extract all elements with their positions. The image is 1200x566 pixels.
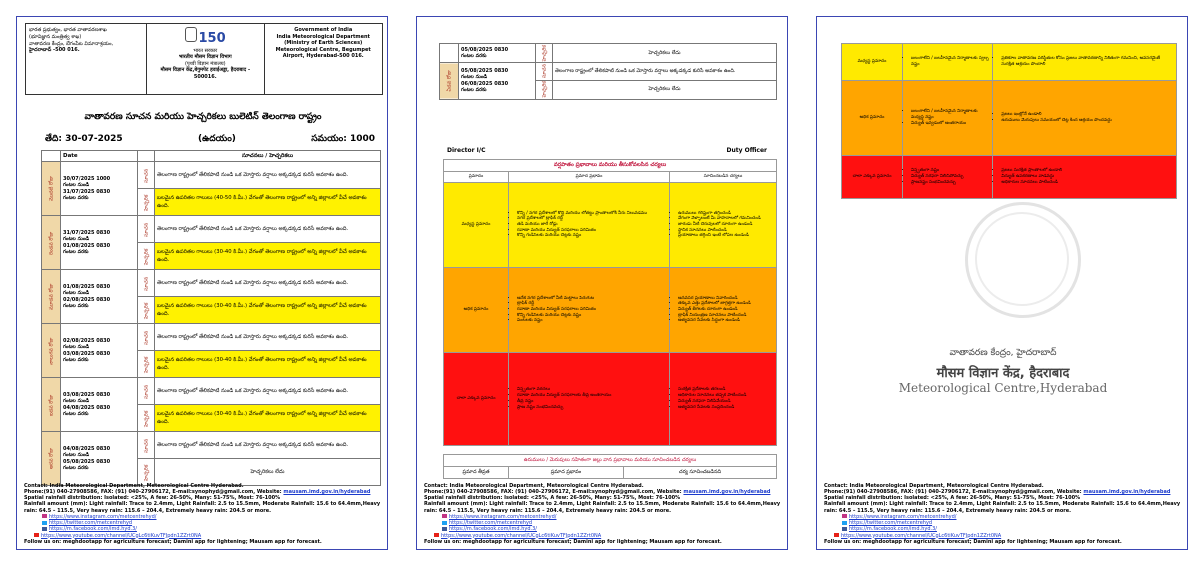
row-type-label: హెచ్చరిక xyxy=(138,189,155,216)
row-type-label: హెచ్చరిక xyxy=(138,405,155,432)
risk-actions xyxy=(670,182,777,267)
effect-item: • విస్తృతంగా వరదలు xyxy=(517,387,667,393)
header-notes: సూచనలు / హెచ్చరికలు xyxy=(155,151,381,162)
facebook-link[interactable]: https://m.facebook.com/imd.hyd.3/ xyxy=(849,526,937,533)
mc-name-hindi: मौसम विज्ञान केंद्र, हैदराबाद xyxy=(936,366,1070,381)
effect-item: • విస్తృతంగా నష్టం xyxy=(911,168,990,174)
forecast-row xyxy=(42,270,381,297)
letterhead xyxy=(25,23,383,95)
twitter-icon xyxy=(842,521,847,525)
youtube-icon xyxy=(434,533,439,537)
signatures xyxy=(447,147,767,154)
row-type-label: సూచన xyxy=(138,270,155,297)
warning-text: బలమైన ఉపరితల గాలులు (30-40 కి.మీ.) వేగంతో తెలంగాణ రాష్ట్రంలో అన్ని జిల్లాలలో వీచే అవకాశం ఉంది. xyxy=(155,297,381,324)
thunder-impact-table-continued xyxy=(841,43,1177,199)
impact-header: ప్రమాదం xyxy=(444,172,509,183)
impact-row xyxy=(444,352,777,445)
day-label: ఐదవ రోజు xyxy=(42,378,61,432)
national-emblem-icon xyxy=(185,27,197,42)
row-type-label: సూచన xyxy=(536,63,553,80)
mc-name-telugu: వాతావరణ కేంద్రం, హైదరాబాద్ xyxy=(949,348,1057,358)
instagram-icon xyxy=(842,514,847,518)
action-item: • స్థానిక సూచనలు పాటించండి xyxy=(678,228,774,234)
effect-item: • ప్రాణ నష్టం సంభవించవచ్చు xyxy=(517,405,667,411)
facebook-icon xyxy=(442,527,447,531)
footer-website-link[interactable]: mausam.imd.gov.in/hyderabad xyxy=(283,488,371,495)
action-item: • సురక్షిత ప్రదేశాలకు తరలండి xyxy=(678,387,774,393)
row-type-label: హెచ్చరిక xyxy=(138,297,155,324)
day-label: నాలుగవ రోజు xyxy=(42,324,61,378)
letterhead-line: मौसम विज्ञान केंद्र,बेगुमपेट हवाईअड्डा, हैदराबाद - 500016. xyxy=(160,67,251,80)
actions-list xyxy=(672,387,774,410)
actions-list xyxy=(995,112,1174,123)
effects-list xyxy=(511,296,667,325)
day-label: మొదటి రోజు xyxy=(42,162,61,216)
footer xyxy=(824,483,1182,546)
instagram-icon xyxy=(442,514,447,518)
row-type-label: సూచన xyxy=(138,162,155,189)
youtube-icon xyxy=(34,533,39,537)
date-cell: 04/08/2025 0830 గంటల నుండి 05/08/2025 0830 గంటల వరకు xyxy=(61,432,138,486)
header-type-cell xyxy=(138,151,155,162)
footer-website-label: Website: xyxy=(1056,488,1082,495)
mc-name-english: Meteorological Centre,Hyderabad xyxy=(898,381,1108,395)
forecast-table xyxy=(41,150,381,486)
effects-list xyxy=(511,387,667,410)
footer xyxy=(424,483,782,546)
letterhead-line: Meteorological Centre, Begumpet xyxy=(275,46,371,53)
effect-item: • ట్రాఫిక్ రద్దీ xyxy=(517,301,667,307)
action-item: • తక్కువ ఎత్తు ప్రదేశాలలో జాగ్రత్తగా ఉండండి xyxy=(678,301,774,307)
forecast-text: తెలంగాణ రాష్ట్రంలో తేలికపాటి నుండి ఒక మోస్తారు వర్షాలు అక్కడక్కడ కురిసే అవకాశం ఉంది. xyxy=(155,162,381,189)
actions-list xyxy=(995,56,1174,67)
footer-phone: Phone:(91) 040-27908586, FAX: (91) 040-27906172, E-mail:synophyd@gmail.com, xyxy=(424,488,656,495)
risk-level: మధ్యస్థ ప్రమాదం xyxy=(444,182,509,267)
footer-website-link[interactable]: mausam.imd.gov.in/hyderabad xyxy=(683,488,771,495)
row-type-label: సూచన xyxy=(138,216,155,243)
footer-rainfall: Rainfall amount (mm): Light rainfall: Trace to 2.4mm, Light Rainfall: 2.5 to 15.5mm, Moderate Rainfall: 15.6 to 64.4mm,Heavy rain: 64.5 – 115.5, Very heavy rain: 115.6 – 204.4, Extremely heavy rain: 204.5 or more. xyxy=(824,501,1181,514)
rainfall-impact-table xyxy=(443,159,777,446)
action-item: • ఉరుములు మెరుపులు సమయంలో చెట్ల కింద ఆశ్రయం పొందవద్దు xyxy=(1001,118,1174,124)
imd-150-logo: 150 xyxy=(198,31,226,46)
row-type-label: హెచ్చరిక xyxy=(138,243,155,270)
row-type-label: సూచన xyxy=(138,324,155,351)
forecast-row xyxy=(42,432,381,459)
letterhead-line: भारत सरकार xyxy=(193,47,218,54)
risk-level: అధిక ప్రమాదం xyxy=(444,267,509,352)
twitter-icon xyxy=(42,521,47,525)
youtube-link[interactable]: https://www.youtube.com/channel/UCgLc6tiKuvTFJpdn1ZZrt0NA xyxy=(841,532,1002,539)
effect-item: • ప్రాణనష్టం సంభవించవచ్చు xyxy=(911,180,990,186)
instagram-link[interactable]: https://www.instagram.com/metcentrehyd/ xyxy=(49,513,157,520)
youtube-link[interactable]: https://www.youtube.com/channel/UCgLc6tiKuvTFJpdn1ZZrt0NA xyxy=(41,532,202,539)
footer xyxy=(24,483,382,546)
thunder-header: ప్రమాద ప్రభావం xyxy=(509,467,624,479)
duty-officer-label: Duty Officer xyxy=(726,147,767,154)
impact-header: సూచించబడిన చర్యలు xyxy=(670,172,777,183)
footer-contact: Contact: India Meteorological Department, Meteorological Centre Hyderabad. xyxy=(824,482,1044,489)
action-item: • విద్యుత్ సరఫరా నిలిపివేయండి xyxy=(678,399,774,405)
facebook-link[interactable]: https://m.facebook.com/imd.hyd.3/ xyxy=(449,526,537,533)
actions-list xyxy=(672,211,774,240)
twitter-icon xyxy=(442,521,447,525)
forecast-row xyxy=(42,324,381,351)
risk-level: అధిక ప్రమాదం xyxy=(842,81,903,156)
risk-level: చాలా ఎక్కువ ప్రమాదం xyxy=(444,352,509,445)
effect-item: • బలంగాలేని / బలహీనమైన నిర్మాణాలకు మధ్యస్థ నష్టం xyxy=(911,109,990,120)
row-type-label: సూచన xyxy=(138,378,155,405)
action-item: • జారుడు నీటి చెరువులలో దూరంగా ఉండండి xyxy=(678,222,774,228)
impact-header: ప్రమాద ప్రభావం xyxy=(509,172,670,183)
footer-rainfall: Rainfall amount (mm): Light rainfall: Trace to 2.4mm, Light Rainfall: 2.5 to 15.5mm, Moderate Rainfall: 15.6 to 64.4mm,Heavy rain: 64.5 – 115.5, Very heavy rain: 115.6 – 204.4, Extremely heavy rain: 204.5 or more. xyxy=(24,501,381,514)
bulletin-time: సమయం: 1000 xyxy=(311,134,375,144)
forecast-text: హెచ్చరికలు లేదు xyxy=(553,44,777,63)
day-cell-empty xyxy=(440,44,459,63)
effect-item: • రవాణా మరియు విద్యుత్ సరఫరాలకు తీవ్ర అంతరాయం xyxy=(517,393,667,399)
action-item: • విద్యుత్ ఉపకరణాలు వాడవద్దు xyxy=(1001,174,1174,180)
warning-text: బలమైన ఉపరితల గాలులు (30-40 కి.మీ.) వేగంతో తెలంగాణ రాష్ట్రంలో అన్ని జిల్లాలలో వీచే అవకాశం ఉంది. xyxy=(155,405,381,432)
letterhead-line: హైదరాబాద్ -500 016. xyxy=(29,47,80,54)
forecast-text: తెలంగాణ రాష్ట్రంలో తేలికపాటి నుండి ఒక మోస్తారు వర్షాలు అక్కడక్కడ కురిసే అవకాశం ఉంది. xyxy=(155,216,381,243)
header-day-cell xyxy=(42,151,61,162)
twitter-link[interactable]: https://twitter.com/metcentrehyd xyxy=(49,520,133,526)
youtube-link[interactable]: https://www.youtube.com/channel/UCgLc6tiKuvTFJpdn1ZZrt0NA xyxy=(441,532,602,539)
effect-item: • విద్యుత్ సరఫరా నిలిచిపోవచ్చు xyxy=(911,174,990,180)
thunder-row xyxy=(842,156,1177,199)
footer-rainfall: Rainfall amount (mm): Light rainfall: Trace to 2.4mm, Light Rainfall: 2.5 to 15.5mm, Moderate Rainfall: 15.6 to 64.4mm,Heavy rain: 64.5 – 115.5, Very heavy rain: 115.6 – 204.4, Extremely heavy rain: 204.5 or more. xyxy=(424,501,781,514)
instagram-link[interactable]: https://www.instagram.com/metcentrehyd/ xyxy=(849,513,957,520)
effect-item: • కొన్ని గుడిసెలకు మరియు చెట్లకు నష్టం xyxy=(517,313,667,319)
date-cell: 02/08/2025 0830 గంటల నుండి 03/08/2025 0830 గంటల వరకు xyxy=(61,324,138,378)
bulletin-date: తేది: 30-07-2025 xyxy=(45,134,123,144)
effect-item: • తడి మరియు జారే రోడ్లు xyxy=(517,222,667,228)
effect-item: • తీవ్ర నష్టం xyxy=(517,399,667,405)
risk-actions xyxy=(993,81,1177,156)
effects-list xyxy=(511,211,667,240)
date-cell: 01/08/2025 0830 గంటల నుండి 02/08/2025 0830 గంటల వరకు xyxy=(61,270,138,324)
footer-phone: Phone:(91) 040-27908586, FAX: (91) 040-27906172, E-mail:synophyd@gmail.com, xyxy=(24,488,256,495)
bulletin-session: (ఉదయం) xyxy=(198,134,236,144)
risk-effects xyxy=(903,81,993,156)
action-item: • ట్రాఫిక్ నియంత్రణ సూచనలు పాటించండి xyxy=(678,313,774,319)
director-label: Director I/C xyxy=(447,147,486,154)
twitter-link[interactable]: https://twitter.com/metcentrehyd xyxy=(849,520,933,526)
forecast-row xyxy=(42,216,381,243)
forecast-text: హెచ్చరికలు లేదు xyxy=(553,80,777,99)
letterhead-line: భారత ప్రభుత్వం, భారత వాతావరణశాఖ xyxy=(29,27,107,33)
row-type-label: హెచ్చరిక xyxy=(536,44,553,63)
impact-row xyxy=(444,182,777,267)
forecast-text: తెలంగాణ రాష్ట్రంలో తేలికపాటి నుండి ఒక మోస్తారు వర్షాలు అక్కడక్కడ కురిసే అవకాశం ఉంది. xyxy=(155,324,381,351)
actions-list xyxy=(995,168,1174,185)
forecast-row xyxy=(42,162,381,189)
effect-item: • కొన్ని గుడిసెలకు మరియు చెట్లకు నష్టం xyxy=(517,233,667,239)
bulletin-page-2 xyxy=(416,16,788,550)
risk-effects xyxy=(509,182,670,267)
facebook-icon xyxy=(42,527,47,531)
action-item: • విద్యుత్ తీగలకు దూరంగా ఉండండి xyxy=(678,307,774,313)
day-label: ఆరవ రోజు xyxy=(42,432,61,486)
risk-effects xyxy=(509,267,670,352)
day-label: మూడవ రోజు xyxy=(42,270,61,324)
forecast-table-continued xyxy=(439,43,777,100)
warning-text: బలమైన ఉపరితల గాలులు (30-40 కి.మీ.) వేగంతో తెలంగాణ రాష్ట్రంలో అన్ని జిల్లాలలో వీచే అవకాశం ఉంది. xyxy=(155,351,381,378)
action-item: • ప్రయాణాలు తగ్గించి ఇంటి లోపల ఉండండి xyxy=(678,233,774,239)
letterhead-line: వాతావరణ కేంద్రం, బేగంపేట విమానాశ్రయం, xyxy=(29,40,114,47)
action-item: • ప్రజలు సురక్షిత ప్రాంతాలలో ఉండాలి xyxy=(1001,168,1174,174)
twitter-link[interactable]: https://twitter.com/metcentrehyd xyxy=(449,520,533,526)
warning-text: బలమైన ఉపరితల గాలులు (40-50 కి.మీ.) వేగంతో తెలంగాణ రాష్ట్రంలో అన్ని జిల్లాలలో వీచే అవకాశం ఉంది. xyxy=(155,189,381,216)
thunder-row xyxy=(842,44,1177,81)
bulletin-title: వాతావరణ సూచన మరియు హెచ్చరికలు బులెటిన్ తెలంగాణ రాష్ట్రం xyxy=(84,112,322,122)
impact-table-title: వర్షపాతం ప్రభావాలు మరియు తీసుకోవలసిన చర్యలు xyxy=(444,160,777,172)
day-label: రెండవ రోజు xyxy=(42,216,61,270)
letterhead-telugu xyxy=(26,24,147,94)
letterhead-line: India Meteorological Department xyxy=(276,33,370,40)
warning-text: బలమైన ఉపరితల గాలులు (30-40 కి.మీ.) వేగంతో తెలంగాణ రాష్ట్రంలో అన్ని జిల్లాలలో వీచే అవకాశం ఉంది. xyxy=(155,243,381,270)
facebook-link[interactable]: https://m.facebook.com/imd.hyd.3/ xyxy=(49,526,137,533)
letterhead-hindi xyxy=(147,24,264,94)
date-cell: 05/08/2025 0830 గంటల నుండి 06/08/2025 0830 గంటల వరకు xyxy=(459,63,536,100)
action-item: • ఉరుములు గరిష్టంగా తగ్గించండి xyxy=(678,211,774,217)
letterhead-line: (पृथ्वी विज्ञान मंत्रालय) xyxy=(184,60,226,67)
action-item: • అత్యవసర సేవలకు సిద్ధంగా ఉండండి xyxy=(678,318,774,324)
footer-website-label: Website: xyxy=(656,488,682,495)
letterhead-line: Airport, Hyderabad-500 016. xyxy=(282,53,364,59)
instagram-link[interactable]: https://www.instagram.com/metcentrehyd/ xyxy=(449,513,557,520)
date-cell: 31/07/2025 0830 గంటల నుండి 01/08/2025 0830 గంటల వరకు xyxy=(61,216,138,270)
effect-item: • రవాణా మరియు విద్యుత్ సరఫరాలు పరిమితం xyxy=(517,228,667,234)
forecast-text: తెలంగాణ రాష్ట్రంలో తేలికపాటి నుండి ఒక మోస్తారు వర్షాలు అక్కడక్కడ కురిసే అవకాశం ఉంది. xyxy=(155,270,381,297)
thunder-header: ప్రమాద తీవ్రత xyxy=(444,467,509,479)
effects-list xyxy=(905,109,990,126)
forecast-text: తెలంగాణ రాష్ట్రంలో తేలికపాటి నుండి ఒక మోస్తారు వర్షాలు అక్కడక్కడ కురిసే అవకాశం ఉంది. xyxy=(553,63,777,80)
letterhead-line: (Ministry of Earth Sciences) xyxy=(284,40,363,46)
effect-item: • కొన్ని / నగర ప్రదేశాలలో కొద్ది మరియు లోతట్టు ప్రాంతాలలోకి నీరు నిలువడము xyxy=(517,211,667,217)
youtube-icon xyxy=(834,533,839,537)
risk-level: మధ్యస్థ ప్రమాదం xyxy=(842,44,903,81)
letterhead-english xyxy=(265,24,382,94)
footer-phone: Phone:(91) 040-27908586, FAX: (91) 040-27906172, E-mail:synophyd@gmail.com, xyxy=(824,488,1056,495)
effects-list xyxy=(905,56,990,67)
instagram-icon xyxy=(42,514,47,518)
row-type-label: హెచ్చరిక xyxy=(138,459,155,486)
header-date: Date xyxy=(61,151,138,162)
date-cell: 05/08/2025 0830 గంటల వరకు xyxy=(459,44,536,63)
bulletin-page-1 xyxy=(16,16,388,550)
action-item: • వేగంగా వెళ్ళాలంటే మీ వాహనాలలో గమనించండి xyxy=(678,216,774,222)
effect-item: • నగర ప్రదేశాలలో ట్రాఫిక్ రద్దీ xyxy=(517,216,667,222)
thunder-table-title: ఉరుములు / మెరుపులు సహితంగా జల్లు వాన ప్రభావాలు మరియు సూచించబడిన చర్యలు xyxy=(444,455,777,467)
footer-contact: Contact: India Meteorological Department, Meteorological Centre Hyderabad. xyxy=(424,482,644,489)
row-type-label: హెచ్చరిక xyxy=(138,351,155,378)
forecast-text: తెలంగాణ రాష్ట్రంలో తేలికపాటి నుండి ఒక మోస్తారు వర్షాలు అక్కడక్కడ కురిసే అవకాశం ఉంది. xyxy=(155,432,381,459)
action-item: • ప్రతికూల వాతావరణ పరిస్థితుల కోసం ప్రజలు వాతావరణాన్ని నిశితంగా గమనించి, అవసరమైతే సురక్షిత ఆశ్రయం పొందాలి xyxy=(1001,56,1174,67)
risk-actions xyxy=(670,352,777,445)
bulletin-page-3 xyxy=(816,16,1188,550)
footer-contact: Contact: India Meteorological Department, Meteorological Centre Hyderabad. xyxy=(24,482,244,489)
footer-spatial: Spatial rainfall distribution: Isolated: <25%, A few: 26-50%, Many: 51-75%, Most: 76-100% xyxy=(424,495,681,501)
row-type-label: సూచన xyxy=(138,432,155,459)
thunder-header: చర్య సూచించబడినది xyxy=(623,467,776,479)
effect-item: • రవాణా మరియు విద్యుత్ సరఫరాలు పరిమితం xyxy=(517,307,667,313)
forecast-text: తెలంగాణ రాష్ట్రంలో తేలికపాటి నుండి ఒక మోస్తారు వర్షాలు అక్కడక్కడ కురిసే అవకాశం ఉంది. xyxy=(155,378,381,405)
date-cell: 30/07/2025 1000 గంటల నుండి 31/07/2025 0830 గంటల వరకు xyxy=(61,162,138,216)
row-type-label: హెచ్చరిక xyxy=(536,80,553,99)
effect-item: • విద్యుత్ ఇవ్వడంలో అంతరాయం xyxy=(911,121,990,127)
footer-website-label: Website: xyxy=(256,488,282,495)
date-cell: 03/08/2025 0830 గంటల నుండి 04/08/2025 0830 గంటల వరకు xyxy=(61,378,138,432)
forecast-text: హెచ్చరికలు లేదు xyxy=(155,459,381,486)
impact-row xyxy=(444,267,777,352)
imd-seal-inner-ring xyxy=(975,212,1069,306)
footer-follow: Follow us on: meghdootapp for agriculture forecast; Damini app for lightening; Mausam app for forecast. xyxy=(424,538,722,545)
effect-item: • అనేక నగర ప్రదేశాలలో నీటి మట్టాలు పెరుగుట xyxy=(517,296,667,302)
effect-item: • పంటలకు నష్టం xyxy=(517,318,667,324)
thunder-impact-table xyxy=(443,454,777,479)
effect-item: • బలంగాలేని / బలహీనమైన నిర్మాణాలకు స్వల్ప నష్టం xyxy=(911,56,990,67)
footer-follow: Follow us on: meghdootapp for agriculture forecast; Damini app for lightening; Mausam app for forecast. xyxy=(824,538,1122,545)
risk-effects xyxy=(903,156,993,199)
footer-spatial: Spatial rainfall distribution: Isolated: <25%, A few: 26-50%, Many: 51-75%, Most: 76-100% xyxy=(824,495,1081,501)
risk-effects xyxy=(903,44,993,81)
action-item: • అనవసర ప్రయాణాలు నివారించండి xyxy=(678,296,774,302)
letterhead-line: (భూవిజ్ఞాన మంత్రిత్వ శాఖ) xyxy=(29,33,82,40)
risk-level: చాలా ఎక్కువ ప్రమాదం xyxy=(842,156,903,199)
action-item: • ప్రజలు ఇంట్లోనే ఉండాలి xyxy=(1001,112,1174,118)
action-item: • అత్యవసర సేవలకు సంప్రదించండి xyxy=(678,405,774,411)
risk-actions xyxy=(670,267,777,352)
date-line xyxy=(45,134,375,146)
footer-spatial: Spatial rainfall distribution: Isolated: <25%, A few: 26-50%, Many: 51-75%, Most: 76-100% xyxy=(24,495,281,501)
letterhead-line: भारतीय मौसम विज्ञान विभाग xyxy=(178,54,232,61)
actions-list xyxy=(672,296,774,325)
letterhead-line: Government of India xyxy=(294,27,353,33)
action-item: • అధికారుల సూచనలు తప్పక పాటించండి xyxy=(678,393,774,399)
footer-website-link[interactable]: mausam.imd.gov.in/hyderabad xyxy=(1083,488,1171,495)
risk-effects xyxy=(509,352,670,445)
day-label: ఏడవ రోజు xyxy=(440,63,459,100)
risk-actions xyxy=(993,44,1177,81)
thunder-row xyxy=(842,81,1177,156)
facebook-icon xyxy=(842,527,847,531)
action-item: • అధికారుల సూచనలు పాటించండి xyxy=(1001,180,1174,186)
effects-list xyxy=(905,168,990,185)
footer-follow: Follow us on: meghdootapp for agriculture forecast; Damini app for lightening; Mausam app for forecast. xyxy=(24,538,322,545)
forecast-row xyxy=(42,378,381,405)
risk-actions xyxy=(993,156,1177,199)
